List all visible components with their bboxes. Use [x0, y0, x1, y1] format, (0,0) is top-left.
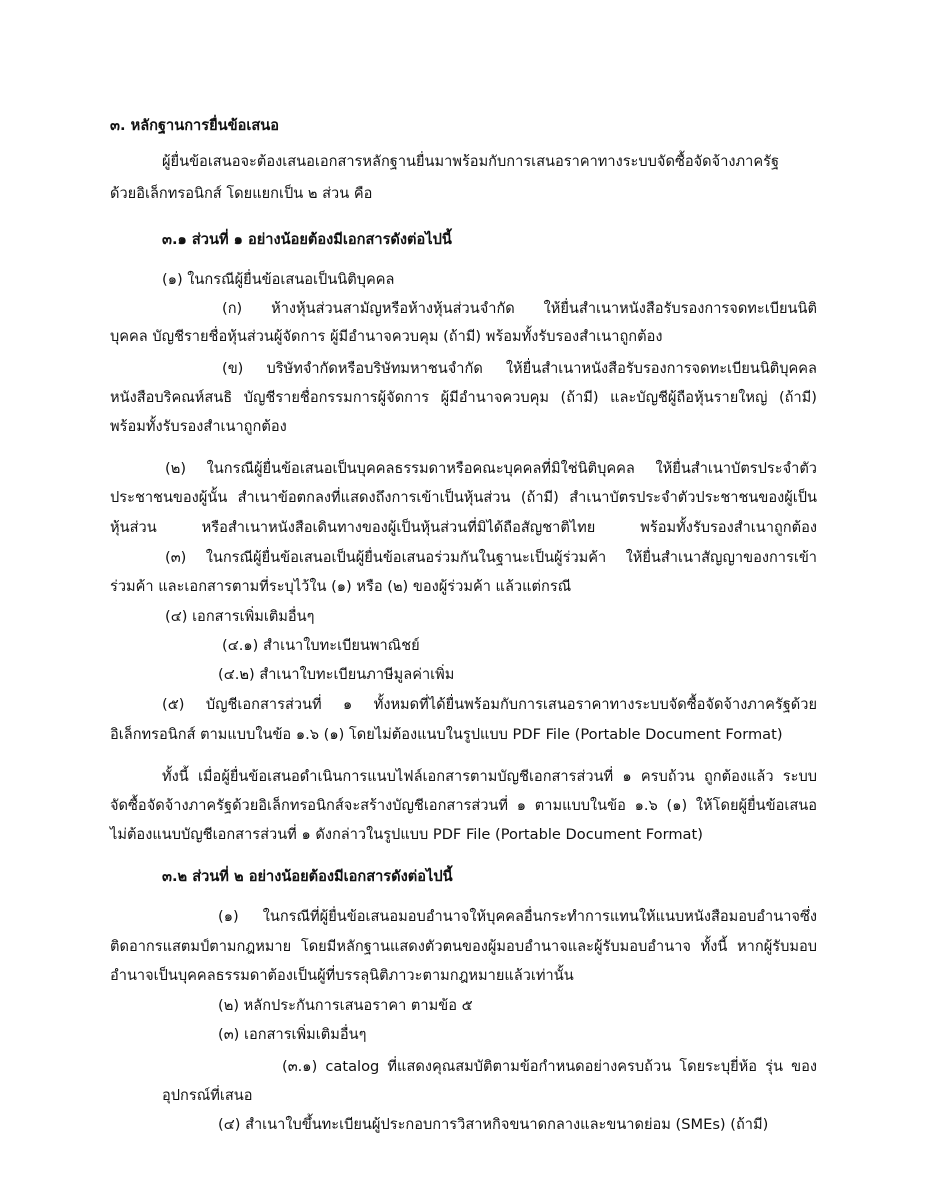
part1-item2-line2: ประชาชนของผู้นั้น สำเนาข้อตกลงที่แสดงถึงการเข้าเป็นหุ้นส่วน (ถ้ามี) สำเนาบัตรประจำตัวประชาชนของผู้เป็น [110, 489, 817, 506]
part1-item4: (๔) เอกสารเพิ่มเติมอื่นๆ [165, 608, 315, 625]
part1-note-line1: ทั้งนี้ เมื่อผู้ยื่นข้อเสนอดำเนินการแนบไฟล์เอกสารตามบัญชีเอกสารส่วนที่ ๑ ครบถ้วน ถูกต้องแล้ว ระบบ [162, 768, 817, 785]
part1-item4-2: (๔.๒) สำเนาใบทะเบียนภาษีมูลค่าเพิ่ม [218, 666, 455, 683]
part2-item3: (๓) เอกสารเพิ่มเติมอื่นๆ [218, 1026, 367, 1043]
part1-item2-line3: หุ้นส่วน หรือสำเนาหนังสือเดินทางของผู้เป็นหุ้นส่วนที่มิได้ถือสัญชาติไทย พร้อมทั้งรับรองสำเนาถูกต้อง [110, 519, 817, 536]
part1-note-line3: ไม่ต้องแนบบัญชีเอกสารส่วนที่ ๑ ดังกล่าวในรูปแบบ PDF File (Portable Document Format) [110, 826, 703, 843]
part1-note-line2: จัดซื้อจัดจ้างภาครัฐด้วยอิเล็กทรอนิกส์จะสร้างบัญชีเอกสารส่วนที่ ๑ ตามแบบในข้อ ๑.๖ (๑) ให้โดยผู้ยื่นข้อเสนอ [110, 797, 817, 814]
section-heading: ๓. หลักฐานการยื่นข้อเสนอ [110, 117, 279, 134]
part2-item1-line3: อำนาจเป็นบุคคลธรรมดาต้องเป็นผู้ที่บรรลุนิติภาวะตามกฎหมายแล้วเท่านั้น [110, 967, 574, 984]
part1-item1b-line2: หนังสือบริคณห์สนธิ บัญชีรายชื่อกรรมการผู้จัดการ ผู้มีอำนาจควบคุม (ถ้ามี) และบัญชีผู้ถือหุ้นรายใหญ่ (ถ้ามี) [110, 389, 817, 406]
part1-item1a-line2: บุคคล บัญชีรายชื่อหุ้นส่วนผู้จัดการ ผู้มีอำนาจควบคุม (ถ้ามี) พร้อมทั้งรับรองสำเนาถูกต้อง [110, 328, 663, 345]
part2-item1-line2: ติดอากรแสตมป์ตามกฎหมาย โดยมีหลักฐานแสดงตัวตนของผู้มอบอำนาจและผู้รับมอบอำนาจ ทั้งนี้ หากผู้รับมอบ [110, 938, 817, 955]
part1-item1: (๑) ในกรณีผู้ยื่นข้อเสนอเป็นนิติบุคคล [162, 271, 395, 288]
part1-item3-line2: ร่วมค้า และเอกสารตามที่ระบุไว้ใน (๑) หรือ (๒) ของผู้ร่วมค้า แล้วแต่กรณี [110, 578, 572, 595]
part1-item1b-line1: (ข) บริษัทจำกัดหรือบริษัทมหาชนจำกัด ให้ยื่นสำเนาหนังสือรับรองการจดทะเบียนนิติบุคคล [222, 360, 817, 377]
part1-item3-line1: (๓) ในกรณีผู้ยื่นข้อเสนอเป็นผู้ยื่นข้อเสนอร่วมกันในฐานะเป็นผู้ร่วมค้า ให้ยื่นสำเนาสัญญาของการเข้า [165, 549, 817, 566]
part1-item2-line1: (๒) ในกรณีผู้ยื่นข้อเสนอเป็นบุคคลธรรมดาหรือคณะบุคคลที่มิใช่นิติบุคคล ให้ยื่นสำเนาบัตรประจำตัว [165, 460, 817, 477]
part1-item5-line2: อิเล็กทรอนิกส์ ตามแบบในข้อ ๑.๖ (๑) โดยไม่ต้องแนบในรูปแบบ PDF File (Portable Document Format) [110, 726, 783, 743]
intro-line-2: ด้วยอิเล็กทรอนิกส์ โดยแยกเป็น ๒ ส่วน คือ [110, 185, 373, 202]
part2-item2: (๒) หลักประกันการเสนอราคา ตามข้อ ๕ [218, 997, 473, 1014]
intro-line-1: ผู้ยื่นข้อเสนอจะต้องเสนอเอกสารหลักฐานยื่นมาพร้อมกับการเสนอราคาทางระบบจัดซื้อจัดจ้างภาครัฐ [162, 153, 779, 170]
part2-item1-line1: (๑) ในกรณีที่ผู้ยื่นข้อเสนอมอบอำนาจให้บุคคลอื่นกระทำการแทนให้แนบหนังสือมอบอำนาจซึ่ง [218, 908, 817, 925]
part1-item4-1: (๔.๑) สำเนาใบทะเบียนพาณิชย์ [222, 637, 420, 654]
part2-item4: (๔) สำเนาใบขึ้นทะเบียนผู้ประกอบการวิสาหกิจขนาดกลางและขนาดย่อม (SMEs) (ถ้ามี) [218, 1116, 769, 1133]
part2-heading: ๓.๒ ส่วนที่ ๒ อย่างน้อยต้องมีเอกสารดังต่อไปนี้ [162, 868, 453, 885]
part1-item5-line1: (๕) บัญชีเอกสารส่วนที่ ๑ ทั้งหมดที่ได้ยื่นพร้อมกับการเสนอราคาทางระบบจัดซื้อจัดจ้างภาครัฐด้วย [162, 696, 817, 713]
part1-item1b-line3: พร้อมทั้งรับรองสำเนาถูกต้อง [110, 418, 287, 435]
part1-item1a-line1: (ก) ห้างหุ้นส่วนสามัญหรือห้างหุ้นส่วนจำกัด ให้ยื่นสำเนาหนังสือรับรองการจดทะเบียนนิติ [222, 300, 817, 317]
part2-item3-1-line2: อุปกรณ์ที่เสนอ [162, 1087, 253, 1104]
part2-item3-1-line1: (๓.๑) catalog ที่แสดงคุณสมบัติตามข้อกำหนดอย่างครบถ้วน โดยระบุยี่ห้อ รุ่น ของ [282, 1058, 817, 1075]
part1-heading: ๓.๑ ส่วนที่ ๑ อย่างน้อยต้องมีเอกสารดังต่อไปนี้ [162, 231, 452, 248]
